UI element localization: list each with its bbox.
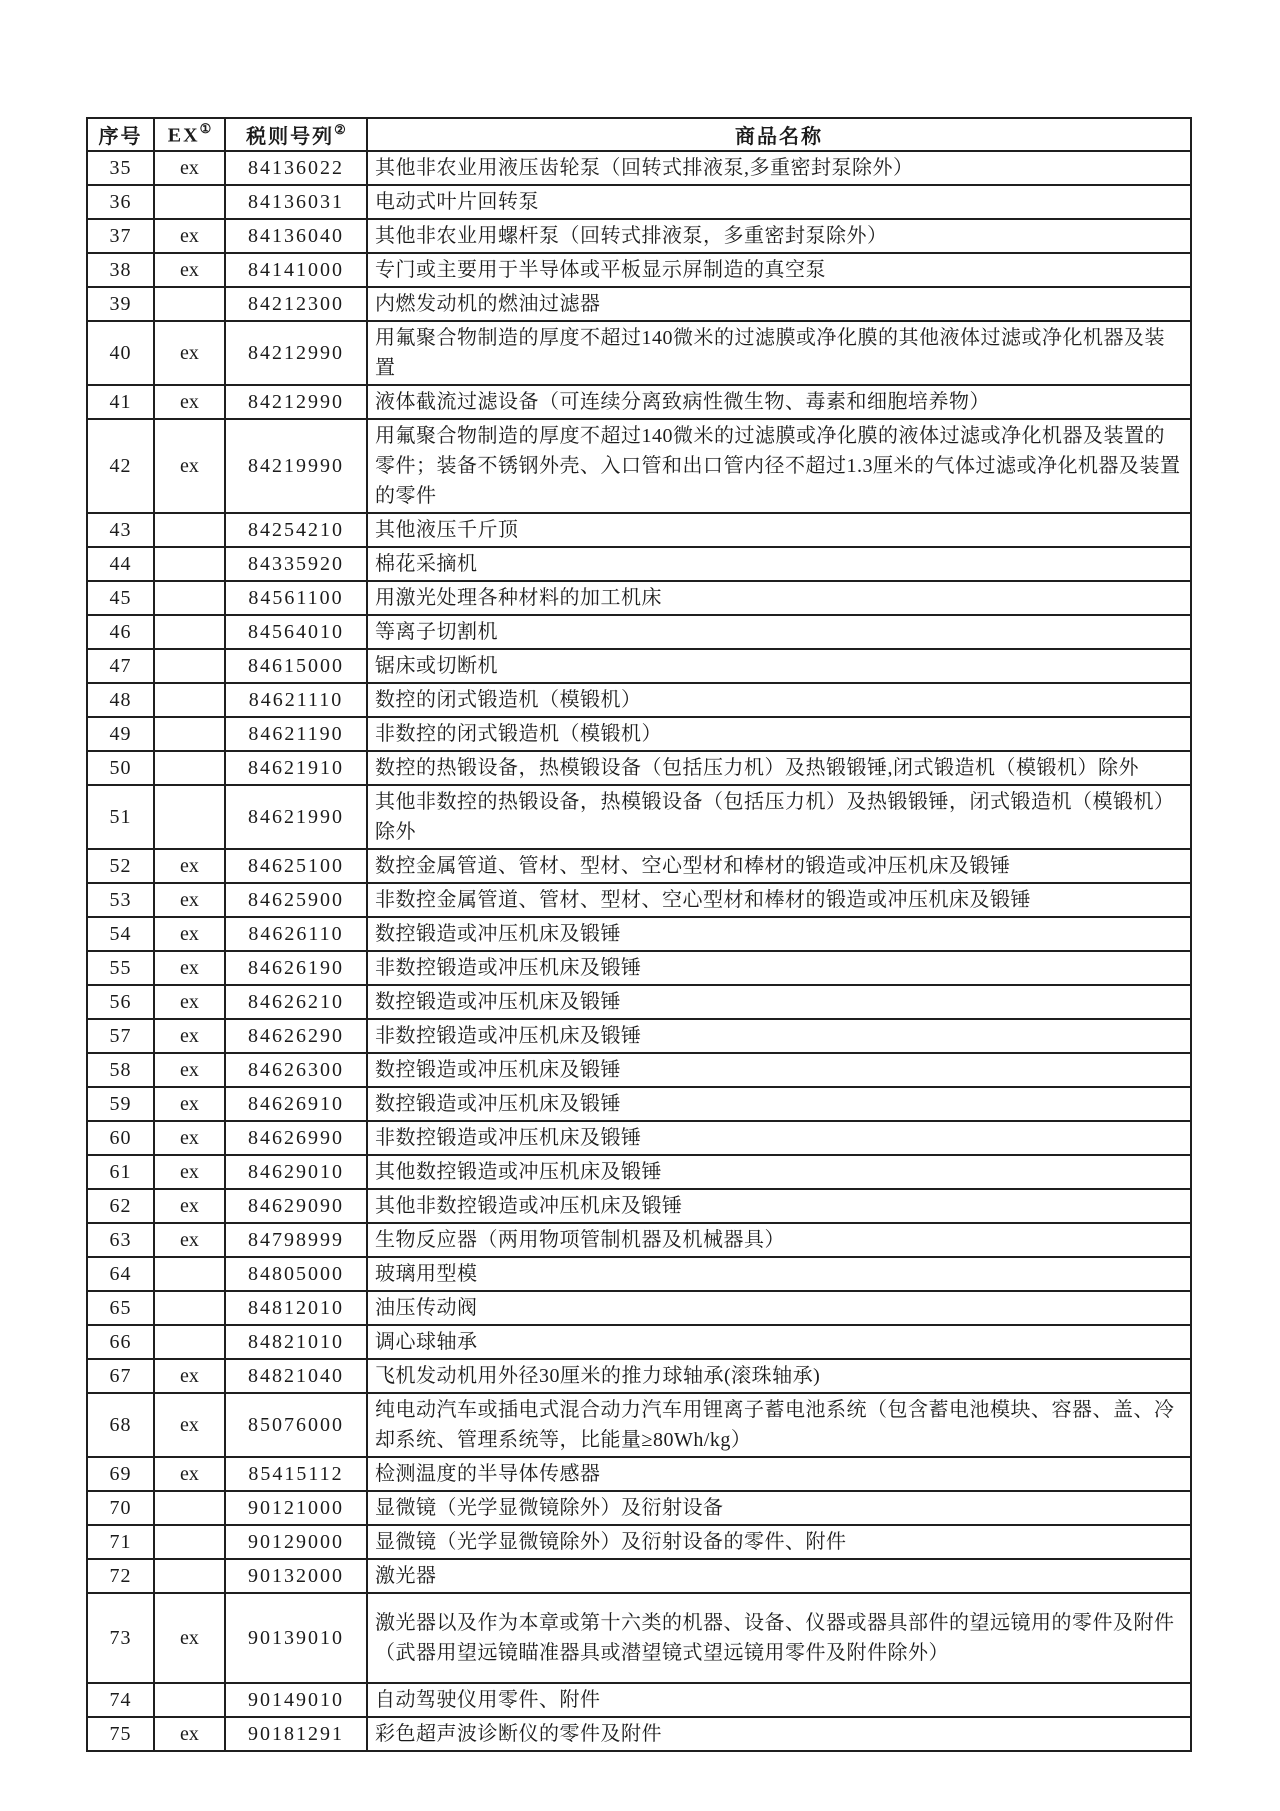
ex-flag-cell: ex (154, 1155, 225, 1189)
tariff-code-cell: 84621990 (225, 785, 367, 849)
ex-flag-cell (154, 717, 225, 751)
product-name-cell: 数控的闭式锻造机（模锻机） (367, 683, 1191, 717)
product-name-cell: 非数控锻造或冲压机床及锻锤 (367, 1019, 1191, 1053)
product-name-cell: 纯电动汽车或插电式混合动力汽车用锂离子蓄电池系统（包含蓄电池模块、容器、盖、冷却系统、管理系统等，比能量≥80Wh/kg） (367, 1393, 1191, 1457)
product-name-cell: 数控锻造或冲压机床及锻锤 (367, 1087, 1191, 1121)
table-row (87, 287, 1191, 321)
table-row (87, 1121, 1191, 1155)
column-header-label: 序号 (98, 126, 143, 148)
tariff-code-cell: 84141000 (225, 253, 367, 287)
tariff-code-cell: 85415112 (225, 1457, 367, 1491)
product-name-cell: 数控锻造或冲压机床及锻锤 (367, 985, 1191, 1019)
serial-cell: 66 (87, 1325, 154, 1359)
table-row (87, 985, 1191, 1019)
column-header-3 (225, 118, 367, 151)
tariff-code-cell: 84626300 (225, 1053, 367, 1087)
tariff-table (86, 117, 1192, 1752)
table-row (87, 751, 1191, 785)
tariff-code-cell: 84626290 (225, 1019, 367, 1053)
product-name-cell: 内燃发动机的燃油过滤器 (367, 287, 1191, 321)
serial-cell: 52 (87, 849, 154, 883)
product-name-cell: 其他非数控锻造或冲压机床及锻锤 (367, 1189, 1191, 1223)
table-row (87, 419, 1191, 513)
ex-flag-cell (154, 513, 225, 547)
product-name-cell: 玻璃用型模 (367, 1257, 1191, 1291)
ex-flag-cell: ex (154, 1717, 225, 1751)
table-row (87, 1559, 1191, 1593)
ex-flag-cell (154, 615, 225, 649)
product-name-cell: 其他非农业用液压齿轮泵（回转式排液泵,多重密封泵除外） (367, 151, 1191, 185)
serial-cell: 55 (87, 951, 154, 985)
product-name-cell: 彩色超声波诊断仪的零件及附件 (367, 1717, 1191, 1751)
product-name-cell: 油压传动阀 (367, 1291, 1191, 1325)
tariff-code-cell: 84625100 (225, 849, 367, 883)
ex-flag-cell: ex (154, 1087, 225, 1121)
ex-flag-cell: ex (154, 1393, 225, 1457)
serial-cell: 35 (87, 151, 154, 185)
product-name-cell: 棉花采摘机 (367, 547, 1191, 581)
footnote-marker: ② (334, 122, 346, 138)
ex-flag-cell (154, 1559, 225, 1593)
serial-cell: 68 (87, 1393, 154, 1457)
serial-cell: 53 (87, 883, 154, 917)
product-name-cell: 其他非农业用螺杆泵（回转式排液泵，多重密封泵除外） (367, 219, 1191, 253)
product-name-cell: 液体截流过滤设备（可连续分离致病性微生物、毒素和细胞培养物） (367, 385, 1191, 419)
table-row (87, 1525, 1191, 1559)
product-name-cell: 飞机发动机用外径30厘米的推力球轴承(滚珠轴承) (367, 1359, 1191, 1393)
serial-cell: 41 (87, 385, 154, 419)
tariff-code-cell: 84136031 (225, 185, 367, 219)
serial-cell: 73 (87, 1593, 154, 1683)
table-row (87, 615, 1191, 649)
serial-cell: 57 (87, 1019, 154, 1053)
table-row (87, 547, 1191, 581)
tariff-code-cell: 84621190 (225, 717, 367, 751)
product-name-cell: 等离子切割机 (367, 615, 1191, 649)
serial-cell: 71 (87, 1525, 154, 1559)
table-row (87, 185, 1191, 219)
ex-flag-cell: ex (154, 1457, 225, 1491)
ex-flag-cell (154, 1291, 225, 1325)
tariff-code-cell: 84629010 (225, 1155, 367, 1189)
product-name-cell: 锯床或切断机 (367, 649, 1191, 683)
table-row (87, 1393, 1191, 1457)
table-row (87, 717, 1191, 751)
product-name-cell: 非数控锻造或冲压机床及锻锤 (367, 1121, 1191, 1155)
product-name-cell: 显微镜（光学显微镜除外）及衍射设备 (367, 1491, 1191, 1525)
column-header-4 (367, 118, 1191, 151)
ex-flag-cell: ex (154, 1019, 225, 1053)
ex-flag-cell (154, 1525, 225, 1559)
serial-cell: 50 (87, 751, 154, 785)
tariff-code-cell: 84626210 (225, 985, 367, 1019)
product-name-cell: 数控锻造或冲压机床及锻锤 (367, 917, 1191, 951)
table-row (87, 581, 1191, 615)
serial-cell: 44 (87, 547, 154, 581)
table-row (87, 849, 1191, 883)
ex-flag-cell (154, 287, 225, 321)
tariff-code-cell: 84219990 (225, 419, 367, 513)
product-name-cell: 用氟聚合物制造的厚度不超过140微米的过滤膜或净化膜的液体过滤或净化机器及装置的零件；装备不锈钢外壳、入口管和出口管内径不超过1.3厘米的气体过滤或净化机器及装置的零件 (367, 419, 1191, 513)
table-row (87, 683, 1191, 717)
serial-cell: 45 (87, 581, 154, 615)
tariff-code-cell: 90181291 (225, 1717, 367, 1751)
ex-flag-cell (154, 683, 225, 717)
tariff-code-cell: 84629090 (225, 1189, 367, 1223)
serial-cell: 75 (87, 1717, 154, 1751)
serial-cell: 61 (87, 1155, 154, 1189)
serial-cell: 36 (87, 185, 154, 219)
product-name-cell: 电动式叶片回转泵 (367, 185, 1191, 219)
tariff-code-cell: 84626110 (225, 917, 367, 951)
tariff-code-cell: 84561100 (225, 581, 367, 615)
tariff-code-cell: 84615000 (225, 649, 367, 683)
table-row (87, 649, 1191, 683)
tariff-code-cell: 84212300 (225, 287, 367, 321)
table-row (87, 785, 1191, 849)
product-name-cell: 激光器以及作为本章或第十六类的机器、设备、仪器或器具部件的望远镜用的零件及附件（武器用望远镜瞄准器具或潜望镜式望远镜用零件及附件除外） (367, 1593, 1191, 1683)
column-header-2 (154, 118, 225, 151)
tariff-code-cell: 84821010 (225, 1325, 367, 1359)
tariff-code-cell: 84626910 (225, 1087, 367, 1121)
tariff-code-cell: 84564010 (225, 615, 367, 649)
serial-cell: 39 (87, 287, 154, 321)
table-header (87, 118, 1191, 151)
table-row (87, 1019, 1191, 1053)
ex-flag-cell: ex (154, 1189, 225, 1223)
table-row (87, 1087, 1191, 1121)
serial-cell: 65 (87, 1291, 154, 1325)
tariff-code-cell: 84136040 (225, 219, 367, 253)
tariff-code-cell: 90139010 (225, 1593, 367, 1683)
serial-cell: 48 (87, 683, 154, 717)
tariff-code-cell: 90129000 (225, 1525, 367, 1559)
serial-cell: 62 (87, 1189, 154, 1223)
serial-cell: 42 (87, 419, 154, 513)
table-row (87, 1155, 1191, 1189)
product-name-cell: 非数控的闭式锻造机（模锻机） (367, 717, 1191, 751)
product-name-cell: 用氟聚合物制造的厚度不超过140微米的过滤膜或净化膜的其他液体过滤或净化机器及装置 (367, 321, 1191, 385)
table-row (87, 513, 1191, 547)
serial-cell: 70 (87, 1491, 154, 1525)
product-name-cell: 激光器 (367, 1559, 1191, 1593)
serial-cell: 59 (87, 1087, 154, 1121)
product-name-cell: 非数控金属管道、管材、型材、空心型材和棒材的锻造或冲压机床及锻锤 (367, 883, 1191, 917)
product-name-cell: 其他数控锻造或冲压机床及锻锤 (367, 1155, 1191, 1189)
product-name-cell: 专门或主要用于半导体或平板显示屏制造的真空泵 (367, 253, 1191, 287)
tariff-code-cell: 84254210 (225, 513, 367, 547)
tariff-code-cell: 84812010 (225, 1291, 367, 1325)
serial-cell: 43 (87, 513, 154, 547)
tariff-code-cell: 84212990 (225, 385, 367, 419)
ex-flag-cell: ex (154, 1359, 225, 1393)
column-header-label: EX (167, 124, 200, 147)
product-name-cell: 自动驾驶仪用零件、附件 (367, 1683, 1191, 1717)
serial-cell: 47 (87, 649, 154, 683)
serial-cell: 51 (87, 785, 154, 849)
ex-flag-cell: ex (154, 849, 225, 883)
tariff-code-cell: 84621110 (225, 683, 367, 717)
serial-cell: 49 (87, 717, 154, 751)
table-row (87, 1189, 1191, 1223)
tariff-code-cell: 84212990 (225, 321, 367, 385)
column-header-label: 税则号列 (246, 126, 335, 148)
tariff-code-cell: 84626990 (225, 1121, 367, 1155)
tariff-code-cell: 84335920 (225, 547, 367, 581)
table-row (87, 1683, 1191, 1717)
ex-flag-cell: ex (154, 1223, 225, 1257)
ex-flag-cell (154, 1683, 225, 1717)
serial-cell: 67 (87, 1359, 154, 1393)
ex-flag-cell: ex (154, 321, 225, 385)
serial-cell: 60 (87, 1121, 154, 1155)
product-name-cell: 其他非数控的热锻设备，热模锻设备（包括压力机）及热锻锻锤，闭式锻造机（模锻机）除外 (367, 785, 1191, 849)
table-row (87, 1053, 1191, 1087)
serial-cell: 38 (87, 253, 154, 287)
serial-cell: 37 (87, 219, 154, 253)
ex-flag-cell: ex (154, 917, 225, 951)
table-row (87, 1291, 1191, 1325)
table-row (87, 1593, 1191, 1683)
table-row (87, 1359, 1191, 1393)
table-body (87, 151, 1191, 1751)
ex-flag-cell (154, 581, 225, 615)
ex-flag-cell: ex (154, 253, 225, 287)
serial-cell: 56 (87, 985, 154, 1019)
ex-flag-cell: ex (154, 1053, 225, 1087)
product-name-cell: 生物反应器（两用物项管制机器及机械器具） (367, 1223, 1191, 1257)
ex-flag-cell (154, 547, 225, 581)
table-row (87, 1257, 1191, 1291)
ex-flag-cell (154, 785, 225, 849)
table-row (87, 1223, 1191, 1257)
product-name-cell: 数控金属管道、管材、型材、空心型材和棒材的锻造或冲压机床及锻锤 (367, 849, 1191, 883)
header-row (87, 118, 1191, 151)
tariff-code-cell: 84621910 (225, 751, 367, 785)
product-name-cell: 其他液压千斤顶 (367, 513, 1191, 547)
tariff-code-cell: 90121000 (225, 1491, 367, 1525)
serial-cell: 64 (87, 1257, 154, 1291)
ex-flag-cell: ex (154, 951, 225, 985)
tariff-code-cell: 84136022 (225, 151, 367, 185)
tariff-code-cell: 84805000 (225, 1257, 367, 1291)
serial-cell: 72 (87, 1559, 154, 1593)
tariff-code-cell: 84821040 (225, 1359, 367, 1393)
table-row (87, 917, 1191, 951)
table-row (87, 219, 1191, 253)
ex-flag-cell: ex (154, 385, 225, 419)
table-row (87, 951, 1191, 985)
table-row (87, 1717, 1191, 1751)
ex-flag-cell (154, 1491, 225, 1525)
tariff-code-cell: 85076000 (225, 1393, 367, 1457)
table-row (87, 385, 1191, 419)
tariff-code-cell: 90149010 (225, 1683, 367, 1717)
ex-flag-cell: ex (154, 883, 225, 917)
tariff-code-cell: 84626190 (225, 951, 367, 985)
serial-cell: 74 (87, 1683, 154, 1717)
ex-flag-cell (154, 1257, 225, 1291)
table-row (87, 253, 1191, 287)
serial-cell: 58 (87, 1053, 154, 1087)
tariff-code-cell: 90132000 (225, 1559, 367, 1593)
serial-cell: 46 (87, 615, 154, 649)
serial-cell: 40 (87, 321, 154, 385)
product-name-cell: 数控的热锻设备，热模锻设备（包括压力机）及热锻锻锤,闭式锻造机（模锻机）除外 (367, 751, 1191, 785)
column-header-1 (87, 118, 154, 151)
table-row (87, 1457, 1191, 1491)
table-row (87, 151, 1191, 185)
serial-cell: 69 (87, 1457, 154, 1491)
ex-flag-cell: ex (154, 219, 225, 253)
tariff-code-cell: 84798999 (225, 1223, 367, 1257)
product-name-cell: 数控锻造或冲压机床及锻锤 (367, 1053, 1191, 1087)
serial-cell: 63 (87, 1223, 154, 1257)
ex-flag-cell: ex (154, 985, 225, 1019)
ex-flag-cell: ex (154, 1593, 225, 1683)
table-row (87, 883, 1191, 917)
ex-flag-cell: ex (154, 1121, 225, 1155)
product-name-cell: 显微镜（光学显微镜除外）及衍射设备的零件、附件 (367, 1525, 1191, 1559)
table-row (87, 1325, 1191, 1359)
ex-flag-cell: ex (154, 419, 225, 513)
product-name-cell: 非数控锻造或冲压机床及锻锤 (367, 951, 1191, 985)
ex-flag-cell (154, 1325, 225, 1359)
column-header-label: 商品名称 (735, 126, 823, 148)
serial-cell: 54 (87, 917, 154, 951)
footnote-marker: ① (199, 120, 212, 136)
product-name-cell: 检测温度的半导体传感器 (367, 1457, 1191, 1491)
product-name-cell: 用激光处理各种材料的加工机床 (367, 581, 1191, 615)
ex-flag-cell (154, 185, 225, 219)
tariff-code-cell: 84625900 (225, 883, 367, 917)
product-name-cell: 调心球轴承 (367, 1325, 1191, 1359)
ex-flag-cell (154, 751, 225, 785)
ex-flag-cell: ex (154, 151, 225, 185)
table-row (87, 1491, 1191, 1525)
table-row (87, 321, 1191, 385)
ex-flag-cell (154, 649, 225, 683)
